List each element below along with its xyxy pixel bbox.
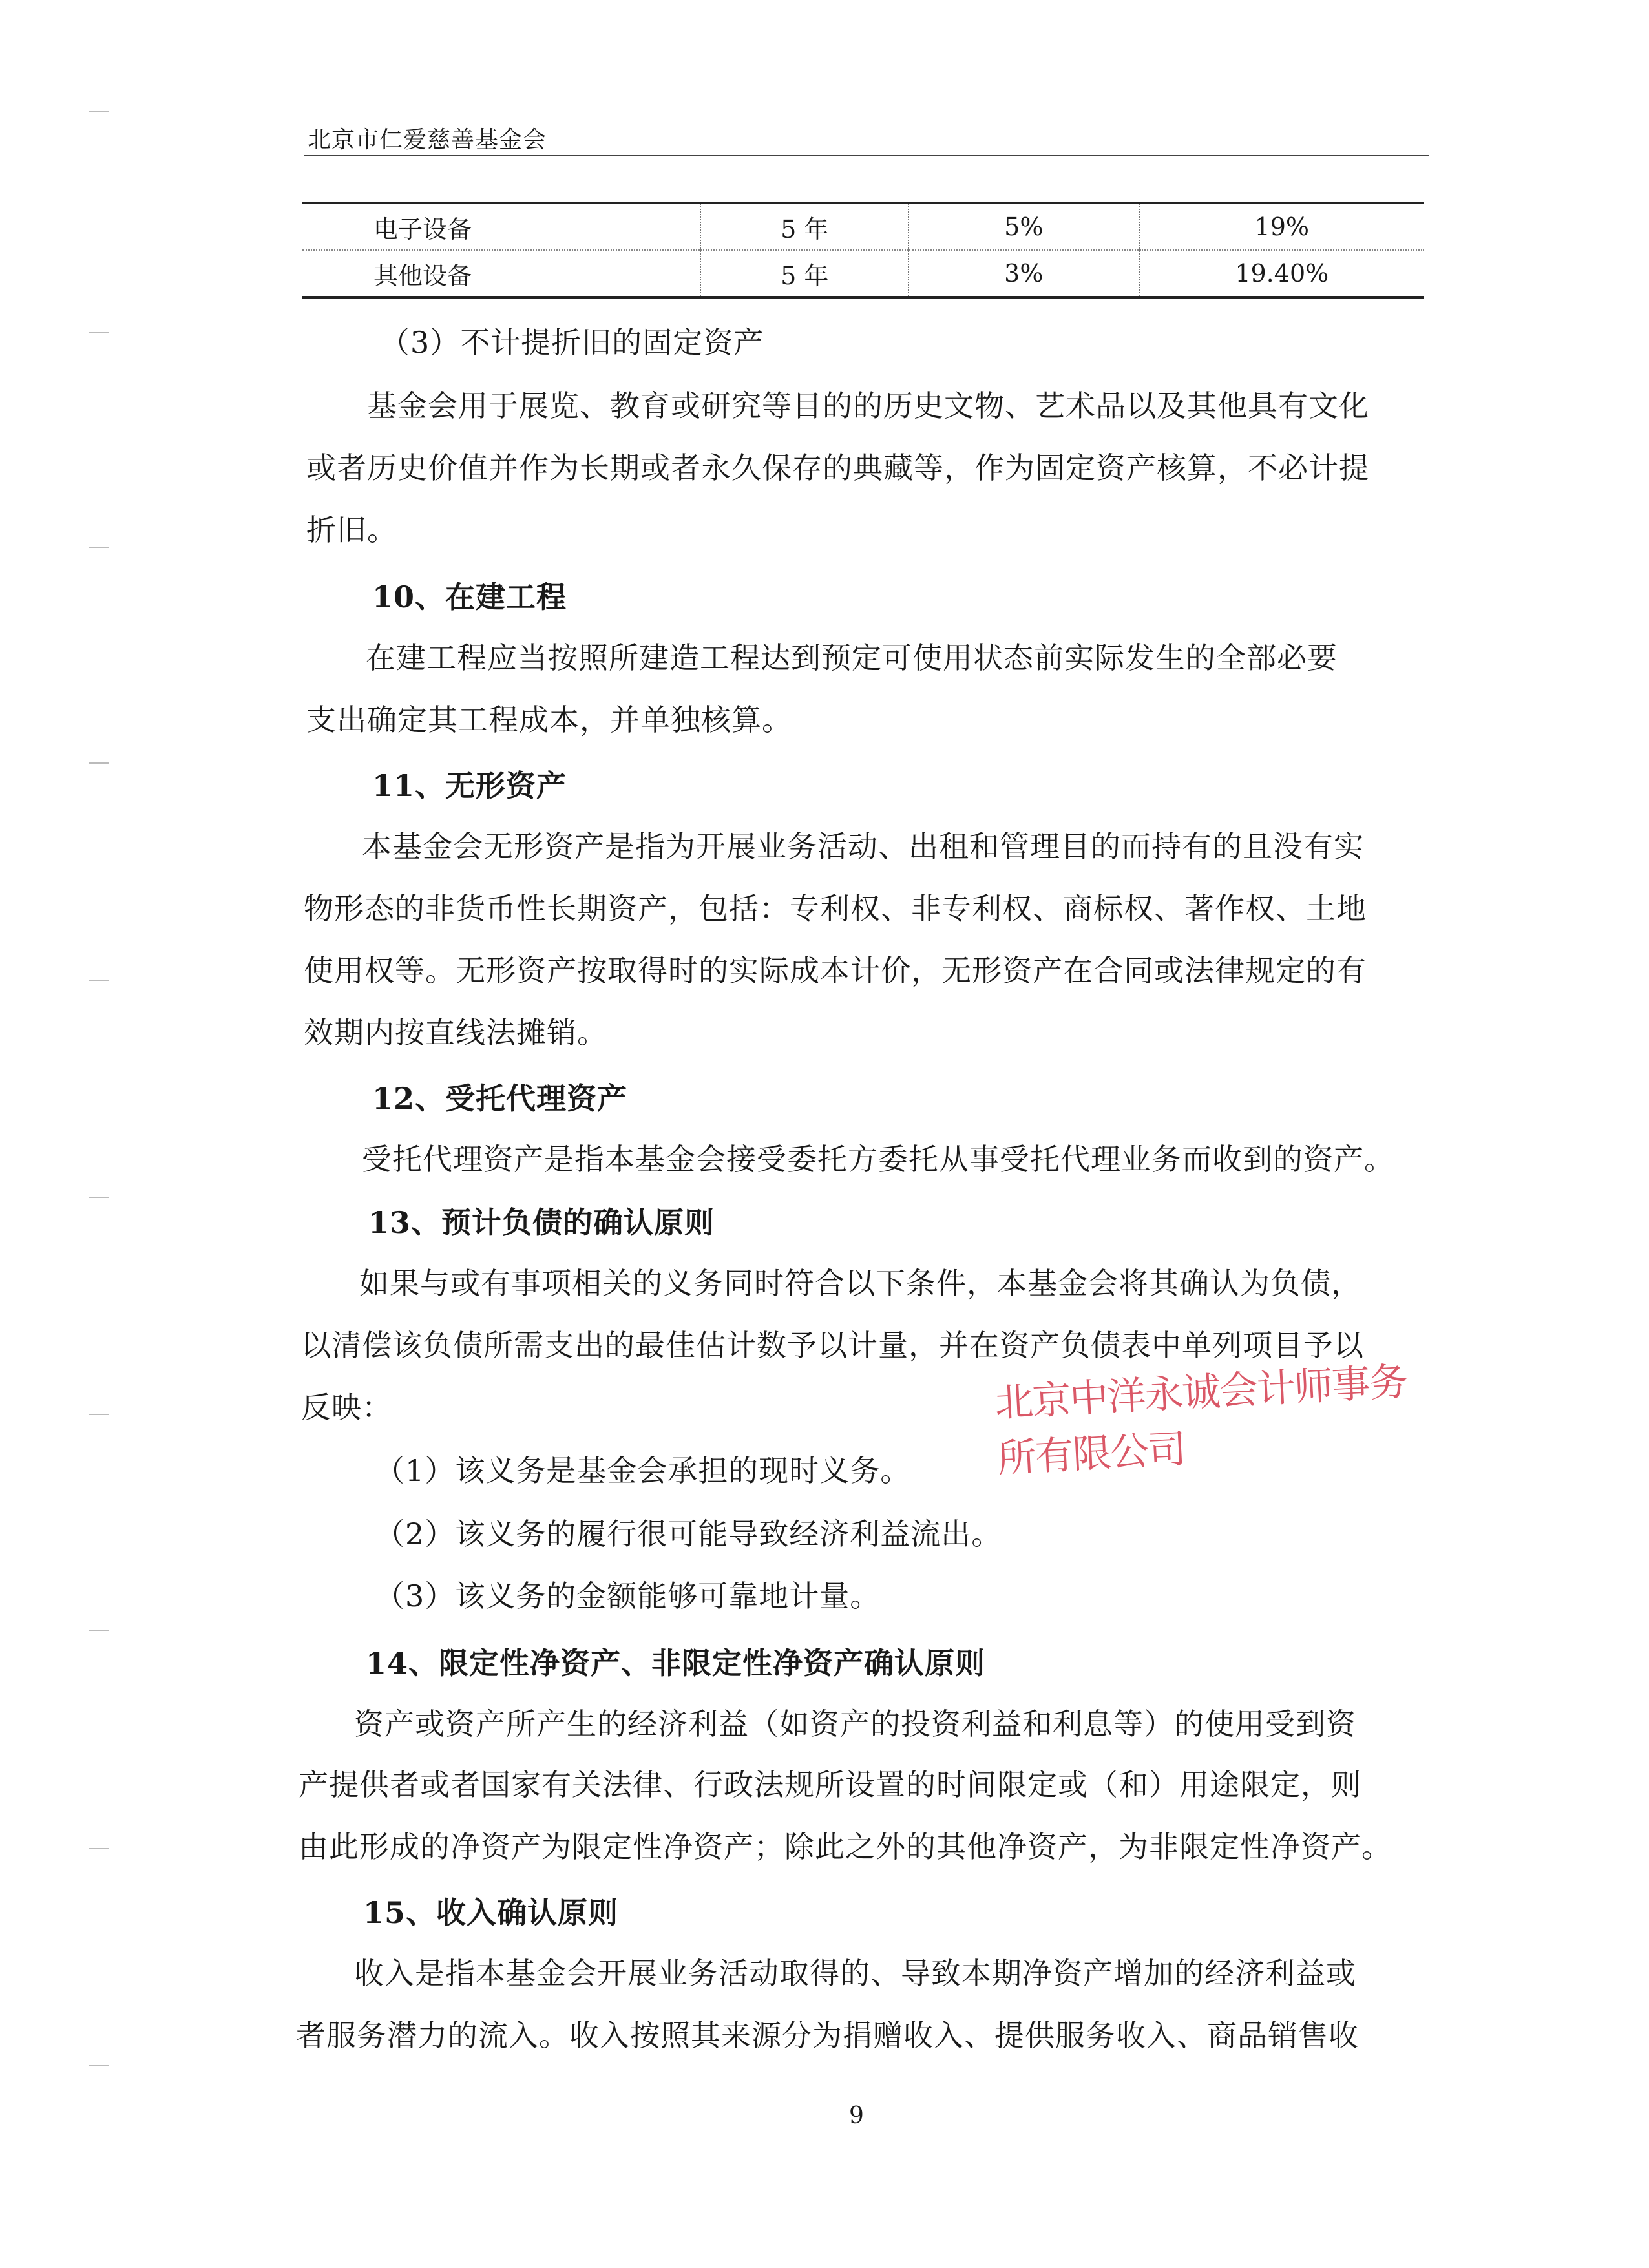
paragraph-line: 支出确定其工程成本，并单独核算。: [306, 702, 792, 737]
table-cell-residual: 3%: [909, 250, 1139, 297]
paragraph-line: 如果与或有事项相关的义务同时符合以下条件，本基金会将其确认为负债，: [359, 1266, 1361, 1301]
table-cell-category: 电子设备: [373, 215, 472, 244]
paragraph-line: 受托代理资产是指本基金会接受委托方委托从事受托代理业务而收到的资产。: [362, 1142, 1394, 1177]
binding-mark: [89, 762, 109, 764]
binding-mark: [89, 1848, 109, 1849]
page-header: 北京市仁爱慈善基金会: [308, 127, 547, 153]
table-cell-years: 5 年: [700, 250, 909, 297]
table-cell-category: 其他设备: [302, 250, 700, 297]
binding-mark: [89, 980, 109, 981]
page-number: 9: [849, 2103, 864, 2129]
paragraph-line: 在建工程应当按照所建造工程达到预定可使用状态前实际发生的全部必要: [366, 640, 1338, 675]
section-heading: 12、受托代理资产: [372, 1081, 628, 1116]
paragraph-line: 物形态的非货币性长期资产，包括：专利权、非专利权、商标权、著作权、土地: [304, 891, 1367, 926]
table-row: [302, 250, 1424, 297]
paragraph-line: 者服务潜力的流入。收入按照其来源分为捐赠收入、提供服务收入、商品销售收: [296, 2018, 1359, 2053]
section-heading: 11、无形资产: [372, 768, 567, 803]
table-row: [302, 203, 1424, 250]
paragraph-line: 或者历史价值并作为长期或者永久保存的典藏等，作为固定资产核算，不必计提: [306, 450, 1369, 485]
binding-mark: [89, 1197, 109, 1198]
list-item: （3）该义务的金额能够可靠地计量。: [375, 1579, 881, 1613]
section-heading: 10、在建工程: [372, 580, 567, 614]
paragraph-line: 由此形成的净资产为限定性净资产；除此之外的其他净资产，为非限定性净资产。: [299, 1829, 1392, 1864]
stamp-text: 北京中洋永诚会计师事务所有限公司: [993, 1359, 1408, 1482]
paragraph-line: 反映：: [301, 1390, 392, 1425]
paragraph-line: 本基金会无形资产是指为开展业务活动、出租和管理目的而持有的且没有实: [362, 829, 1364, 864]
binding-mark: [89, 111, 109, 112]
paragraph-line: 折旧。: [306, 512, 397, 547]
table-cell-years: 5 年: [700, 203, 909, 250]
binding-mark: [89, 2065, 109, 2066]
paragraph-line: 使用权等。无形资产按取得时的实际成本计价，无形资产在合同或法律规定的有: [304, 953, 1367, 988]
section-heading: 15、收入确认原则: [363, 1895, 619, 1930]
paragraph-line: 效期内按直线法摊销。: [304, 1015, 607, 1050]
list-item: （2）该义务的履行很可能导致经济利益流出。: [375, 1517, 1002, 1551]
section-heading: 14、限定性净资产、非限定性净资产确认原则: [366, 1646, 986, 1681]
section-heading: 13、预计负债的确认原则: [368, 1205, 715, 1240]
depreciation-table: [302, 202, 1424, 299]
table-cell-rate: 19%: [1139, 203, 1424, 250]
binding-mark: [89, 547, 109, 548]
paragraph-line: 产提供者或者国家有关法律、行政法规所设置的时间限定或（和）用途限定，则: [299, 1767, 1361, 1802]
table-cell-residual: 5%: [909, 203, 1139, 250]
paragraph-line: 资产或资产所产生的经济利益（如资产的投资利益和利息等）的使用受到资: [354, 1706, 1356, 1741]
list-item: （1）该义务是基金会承担的现时义务。: [375, 1453, 911, 1488]
paragraph-line: 以清偿该负债所需支出的最佳估计数予以计量，并在资产负债表中单列项目予以: [301, 1328, 1364, 1363]
subsection-title: （3）不计提折旧的固定资产: [380, 325, 764, 360]
header-rule: [304, 155, 1429, 156]
paragraph-line: 基金会用于展览、教育或研究等目的的历史文物、艺术品以及其他具有文化: [367, 388, 1369, 423]
binding-mark: [89, 1630, 109, 1631]
paragraph-line: 收入是指本基金会开展业务活动取得的、导致本期净资产增加的经济利益或: [354, 1956, 1356, 1991]
binding-mark: [89, 332, 109, 333]
table-cell-rate: 19.40%: [1139, 250, 1424, 297]
binding-mark: [89, 1414, 109, 1415]
